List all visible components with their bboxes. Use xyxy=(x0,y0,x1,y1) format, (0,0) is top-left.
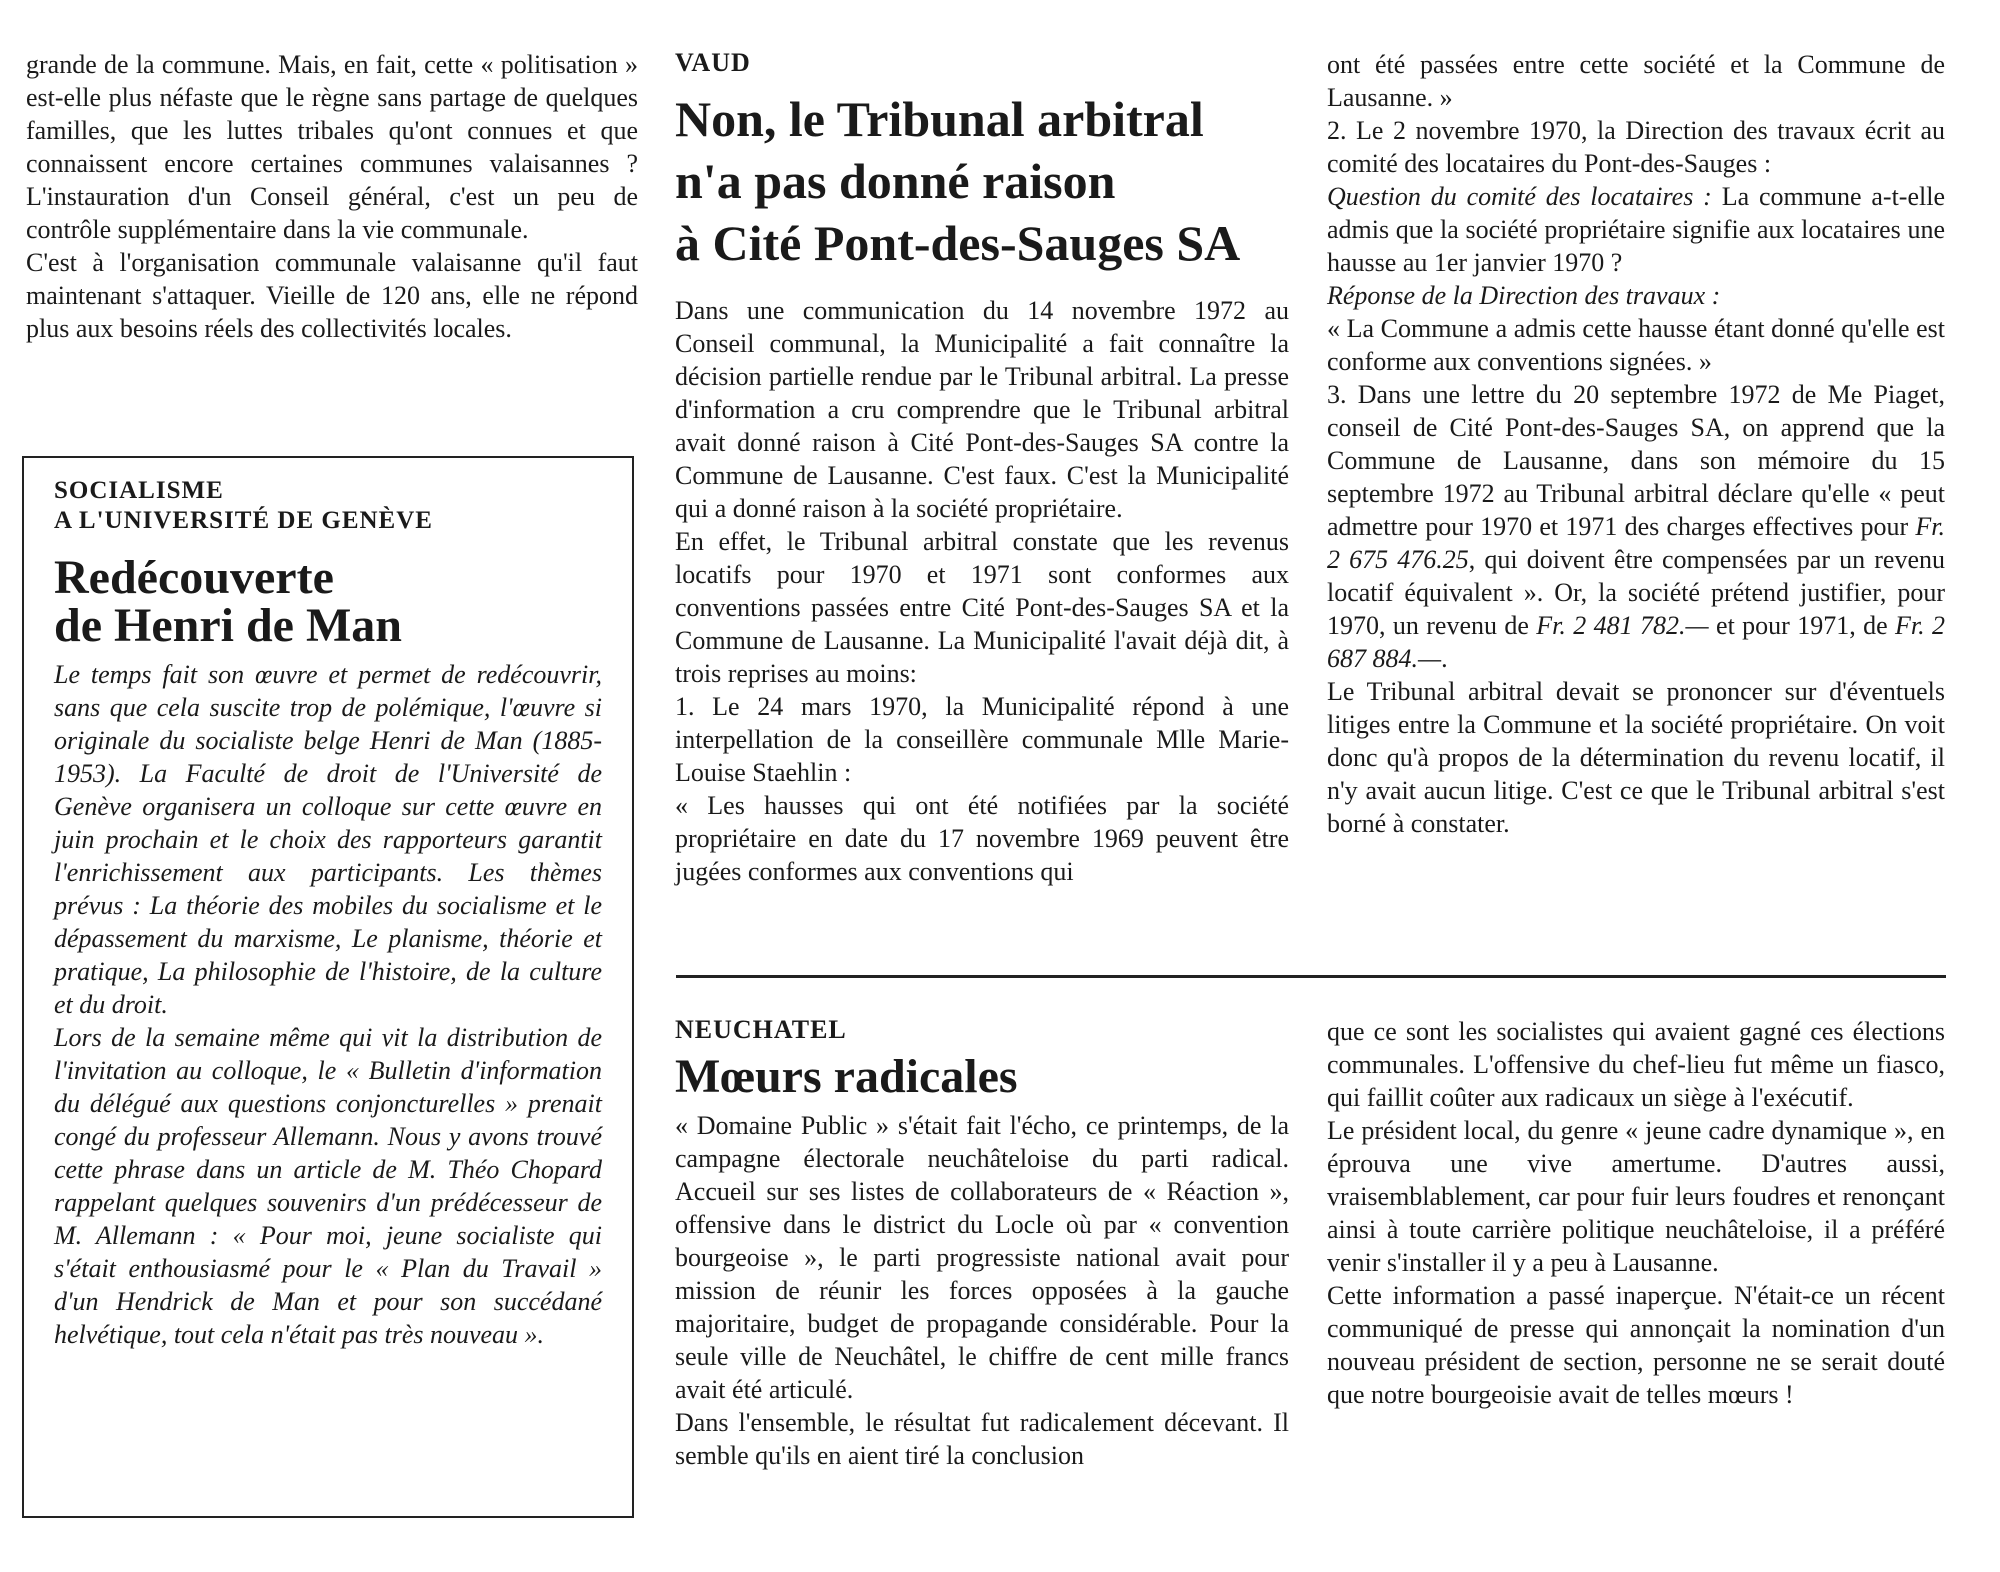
paragraph: « Les hausses qui ont été notifiées par la société propriétaire en date du 17 novembre 1969 peuvent être jugées conformes aux conventions qui xyxy=(675,791,1289,886)
paragraph: Le Tribunal arbitral devait se prononcer sur d'éventuels litiges entre la Commune et la société propriétaire. On voit donc qu'à propos de la détermination du revenu locatif, il n'y avait aucun litige. C'est ce que le Tribunal arbitral s'est borné à constater. xyxy=(1327,677,1945,838)
article-body xyxy=(1327,1015,1945,1411)
question-text: La commune a-t-elle admis que la société propriétaire signifie aux locataires une hausse au 1er janvier 1970 ? xyxy=(1327,182,1945,277)
paragraph: C'est à l'organisation communale valaisanne qu'il faut maintenant s'attaquer. Vieille de 120 ans, elle ne répond plus aux besoins réels des collectivités locales. xyxy=(26,248,638,343)
kicker-line: A L'UNIVERSITÉ DE GENÈVE xyxy=(54,507,433,534)
article-body xyxy=(675,294,1289,888)
paragraph: Le président local, du genre « jeune cadre dynamique », en éprouva une vive amertume. D'autres aussi, vraisemblablement, car pour fuir leurs foudres et renonçant ainsi à toute carrière politique neuchâteloise, il a préféré venir s'installer il y a peu à Lausanne. xyxy=(1327,1116,1945,1277)
article-body xyxy=(54,658,602,1351)
paragraph: Dans une communication du 14 novembre 1972 au Conseil communal, la Municipalité a fait connaître la décision partielle rendue par le Tribunal arbitral. La presse d'information a cru comprendre que le Tribunal arbitral avait donné raison à Cité Pont-des-Sauges SA contre la Commune de Lausanne. C'est faux. C'est la Municipalité qui a donné raison à la société propriétaire. xyxy=(675,296,1289,523)
section-divider xyxy=(676,975,1946,978)
paragraph: « La Commune a admis cette hausse étant donné qu'elle est conforme aux conventions signées. » xyxy=(1327,314,1945,376)
headline-line: Redécouverte xyxy=(54,551,334,604)
paragraph: que ce sont les socialistes qui avaient gagné ces élections communales. L'offensive du chef-lieu fut même un fiasco, qui faillit coûter aux radicaux un siège à l'exécutif. xyxy=(1327,1017,1945,1112)
amount: Fr. 2 687 884.— xyxy=(1327,611,1945,673)
text-run: et pour 1971, de xyxy=(1708,611,1895,640)
article-kicker: VAUD xyxy=(675,48,751,77)
article-kicker: NEUCHATEL xyxy=(675,1015,847,1044)
paragraph xyxy=(1327,180,1945,279)
paragraph: grande de la commune. Mais, en fait, cette « politisation » est-elle plus néfaste que le règne sans partage de quelques familles, que les luttes tribales qu'ont connues et que connaissent encore certaines communes valaisannes ? L'instauration d'un Conseil général, c'est un peu de contrôle supplémentaire dans la vie communale. xyxy=(26,50,638,244)
article-headline: Mœurs radicales xyxy=(675,1050,1018,1103)
neuchatel-article-continued xyxy=(1327,1015,1945,1411)
text-run: , qui doivent être compensées par un revenu locatif équivalent ». Or, la société prétend justifier, pour 1970, un revenu de xyxy=(1327,545,1945,640)
headline-line: Non, le Tribunal arbitral xyxy=(675,91,1204,147)
article-kicker xyxy=(54,476,602,536)
article-headline xyxy=(675,88,1289,274)
article-body xyxy=(26,48,638,345)
amount: Fr. 2 481 782.— xyxy=(1536,611,1709,640)
text-run: 3. Dans une lettre du 20 septembre 1972 de Me Piaget, conseil de Cité Pont-des-Sauges SA, on apprend que la Commune de Lausanne, dans son mémoire du 15 septembre 1972 au Tribunal arbitral déclare qu'elle « peut admettre pour 1970 et 1971 des charges effectives pour xyxy=(1327,380,1945,541)
text-run: . xyxy=(1441,644,1448,673)
paragraph: Lors de la semaine même qui vit la distribution de l'invitation au colloque, le « Bulletin d'information du délégué aux questions conjoncturelles » prenait congé du professeur Allemann. Nous y avons trouvé cette phrase dans un article de M. Théo Chopard rappelant quelques souvenirs d'un prédécesseur de M. Allemann : « Pour moi, jeune socialiste qui s'était enthousiasmé pour le « Plan du Travail » d'un Hendrick de Man et pour son succédané helvétique, tout cela n'était pas très nouveau ». xyxy=(54,1023,602,1349)
question-label: Question du comité des locataires : xyxy=(1327,182,1712,211)
paragraph: « Domaine Public » s'était fait l'écho, ce printemps, de la campagne électorale neuchâteloise du parti radical. Accueil sur ses listes de collaborateurs de « Réaction », offensive dans le district du Locle où par « convention bourgeoise », le parti progressiste national avait pour mission de réunir les forces opposées à la gauche majoritaire, budget de propagande considérable. Pour la seule ville de Neuchâtel, le chiffre de cent mille francs avait été articulé. xyxy=(675,1111,1289,1404)
paragraph: Dans l'ensemble, le résultat fut radicalement décevant. Il semble qu'ils en aient tiré la conclusion xyxy=(675,1408,1289,1470)
paragraph: Cette information a passé inaperçue. N'était-ce un récent communiqué de presse qui annonçait la nomination d'un nouveau président de section, personne ne se serait douté que notre bourgeoisie avait de telles mœurs ! xyxy=(1327,1281,1945,1409)
article-headline xyxy=(54,551,602,652)
kicker-line: SOCIALISME xyxy=(54,477,224,504)
neuchatel-article xyxy=(675,1015,1289,1472)
article-body xyxy=(675,1109,1289,1472)
paragraph xyxy=(1327,378,1945,675)
headline-line: n'a pas donné raison xyxy=(675,153,1116,209)
article-body xyxy=(1327,48,1945,840)
paragraph: 1. Le 24 mars 1970, la Municipalité répond à une interpellation de la conseillère communale Mlle Marie-Louise Staehlin : xyxy=(675,692,1289,787)
answer-label: Réponse de la Direction des travaux : xyxy=(1327,281,1721,310)
amount: Fr. 2 675 476.25 xyxy=(1327,512,1945,574)
paragraph: En effet, le Tribunal arbitral constate que les revenus locatifs pour 1970 et 1971 sont conformes aux conventions passées entre Cité Pont-des-Sauges SA et la Commune de Lausanne. La Municipalité l'avait déjà dit, à trois reprises au moins: xyxy=(675,527,1289,688)
headline-line: à Cité Pont-des-Sauges SA xyxy=(675,215,1241,271)
paragraph: Le temps fait son œuvre et permet de redécouvrir, sans que cela suscite trop de polémique, l'œuvre si originale du socialiste belge Henri de Man (1885-1953). La Faculté de droit de l'Université de Genève organisera un colloque sur cette œuvre en juin prochain et le choix des rapporteurs garantit l'enrichissement aux participants. Les thèmes prévus : La théorie des mobiles du socialisme et le dépassement du marxisme, Le planisme, théorie et pratique, La philosophie de l'histoire, de la culture et du droit. xyxy=(54,660,602,1019)
previous-article-end xyxy=(26,48,638,345)
paragraph: 2. Le 2 novembre 1970, la Direction des travaux écrit au comité des locataires du Pont-des-Sauges : xyxy=(1327,116,1945,178)
vaud-article xyxy=(675,48,1289,888)
paragraph: ont été passées entre cette société et la Commune de Lausanne. » xyxy=(1327,50,1945,112)
headline-line: de Henri de Man xyxy=(54,599,402,652)
boxed-article-henri-de-man xyxy=(22,456,634,1518)
vaud-article-continued xyxy=(1327,48,1945,840)
